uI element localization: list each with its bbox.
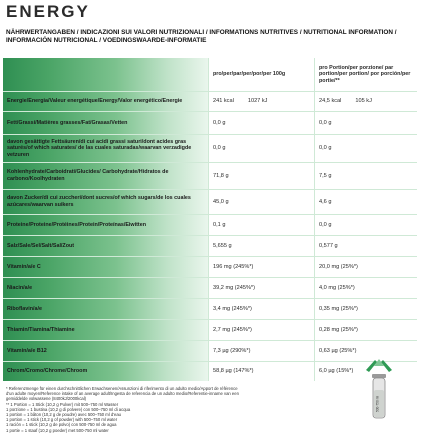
footnote-line: 1 portie = 1 staaf (10,2 g poeder) met 500-750 ml water: [6, 427, 109, 433]
value-per-portion: 7,5 g: [314, 163, 417, 189]
row-label: davon Zucker/di cui zuccheri/dont sucres/of which sugars/de los cuales azúcares/waarvan suikers: [7, 195, 191, 208]
table-row-energy: [3, 91, 417, 111]
table-row-niacin: [3, 277, 417, 298]
header-per-portion: pro Portion/per porzione/ par portion/per portion/ por porción/per portie/**: [314, 58, 417, 91]
row-label: Energie/Energia/Valeur energétique/Energy/Valor energético/Energie: [7, 98, 183, 105]
value-per-100g: 39,2 mg (245%*): [208, 278, 314, 298]
value-per-100g: 0,0 g: [208, 112, 314, 134]
table-row-fat: [3, 111, 417, 134]
value-per-100g: 71,8 g: [208, 163, 314, 189]
footnote-line: d'un adulte moyen/Reference intake of an average adult/Ingesta de referencia de un adulto medio/Referentie-inname van een: [6, 391, 239, 397]
nutrition-table: [3, 58, 417, 381]
footnote-line: * Referenzmenge für einen durchschnittlichen Erwachsenen/Assunzioni di riferimento di un adulto medio/Apport de référence: [6, 386, 238, 391]
footnote-line: 1 portion = 1 bâton (10,2 g de poudre) avec 500–750 ml d'eau: [6, 412, 121, 418]
table-row-salt: [3, 235, 417, 256]
table-row-thiamin: [3, 319, 417, 340]
mixing-bottle-icon: [362, 356, 396, 422]
table-row-vitamin-b12: [3, 340, 417, 361]
value-per-portion: 0,0 g: [314, 215, 417, 235]
footnote-line: 1 ración = 1 stick (10,2 g de polvo) con 500-750 ml de agua: [6, 422, 117, 428]
value-per-portion: 0,0 g: [314, 135, 417, 162]
value-per-100g: 7,3 µg (290%*): [208, 341, 314, 361]
table-row-chromium: [3, 361, 417, 381]
value-per-portion: 0,35 mg (25%*): [314, 299, 417, 319]
footnote-line: gemiddelde volwassene (8400kJ/2000kcal): [6, 396, 87, 402]
row-label: Salz/Sale/Sel/Salt/Sal/Zout: [7, 242, 75, 249]
value-kcal: 241 kcal: [213, 98, 234, 105]
brand-title: ENERGY: [6, 2, 90, 21]
table-header-row: [3, 58, 417, 91]
value-per-100g: 58,8 µg (147%*): [208, 362, 314, 381]
row-label: Chrom/Cromo/Chrome/Chroom: [7, 368, 88, 375]
value-per-100g: 45,0 g: [208, 190, 314, 214]
table-row-vitamin-c: [3, 256, 417, 277]
value-kcal: 24,5 kcal: [319, 98, 342, 105]
value-per-100g: 0,1 g: [208, 215, 314, 235]
value-per-portion: 0,0 g: [314, 112, 417, 134]
value-per-portion: [314, 92, 417, 111]
value-per-portion: 4,0 mg (25%*): [314, 278, 417, 298]
value-per-portion: 4,6 g: [314, 190, 417, 214]
row-label: Proteine/Proteine/Protéines/Protein/Proteínas/Eiwitten: [7, 221, 146, 228]
row-label: davon gesättigte Fettsäuren/di cui acidi grassi saturi/dont acides gras saturés/of which saturates/ de las cuales saturadas/waarvan verzadigde vetzuren: [7, 138, 192, 158]
value-per-portion: 0,577 g: [314, 236, 417, 256]
row-label: Fett/Grassi/Matières grasses/Fat/Grasas/Vetten: [7, 119, 128, 126]
value-per-portion: 0,28 mg (25%*): [314, 320, 417, 340]
row-label: Kohlenhydrate/Carboidrati/Glucides/ Carbohydrate/Hidratos de carbono/Koolhydraten: [7, 169, 169, 182]
footnote-line: 1 portion = 1 stick (10,2 g of powder) with 500–750 ml water: [6, 417, 118, 423]
value-per-100g: [208, 92, 314, 111]
value-per-100g: 5,655 g: [208, 236, 314, 256]
value-per-100g: 196 mg (245%*): [208, 257, 314, 277]
value-per-100g: 2,7 mg (245%*): [208, 320, 314, 340]
row-label: Vitamin/a/e C: [7, 263, 41, 270]
footnotes: [6, 386, 342, 433]
value-per-portion: 20,0 mg (25%*): [314, 257, 417, 277]
row-label: Thiamin/Tiamina/Thiamine: [7, 326, 75, 333]
table-row-protein: [3, 214, 417, 235]
value-per-100g: 3,4 mg (245%*): [208, 299, 314, 319]
header-per-100g: pro/per/par/per/por/per 100g: [208, 58, 314, 91]
row-label: Niacin/a/e: [7, 284, 33, 291]
value-kj: 105 kJ: [355, 98, 372, 105]
footnote-line: 1 porzione = 1 bustina (10,2 g di polvere) con 500–750 ml di acqua: [6, 406, 131, 412]
bottle-volume-label: 500-750 ml: [375, 396, 380, 412]
value-per-100g: 0,0 g: [208, 135, 314, 162]
row-label: Vitamin/a/e B12: [7, 347, 47, 354]
table-row-riboflavin: [3, 298, 417, 319]
table-row-saturates: [3, 134, 417, 162]
table-row-carbohydrate: [3, 162, 417, 189]
nutrition-heading: NÄHRWERTANGABEN / INDICAZIONI SUI VALORI NUTRIZIONALI / INFORMATIONS NUTRITIVES / NUTRITIONAL INFORMATION / INFORMACIÓN NUTRICIONAL / VOEDINGSWAARDE-INFORMATIE: [6, 29, 397, 44]
table-row-sugars: [3, 189, 417, 214]
row-label: Riboflavin/a/e: [7, 305, 43, 312]
footnote-line: ** 1 Portion = 1 Stick (10,2 g Pulver) mit 500–750 ml Wasser: [6, 401, 119, 407]
value-kj: 1027 kJ: [247, 98, 268, 105]
value-per-portion: 6,0 µg (15%*): [314, 362, 417, 381]
value-per-portion: 0,63 µg (25%*): [314, 341, 417, 361]
